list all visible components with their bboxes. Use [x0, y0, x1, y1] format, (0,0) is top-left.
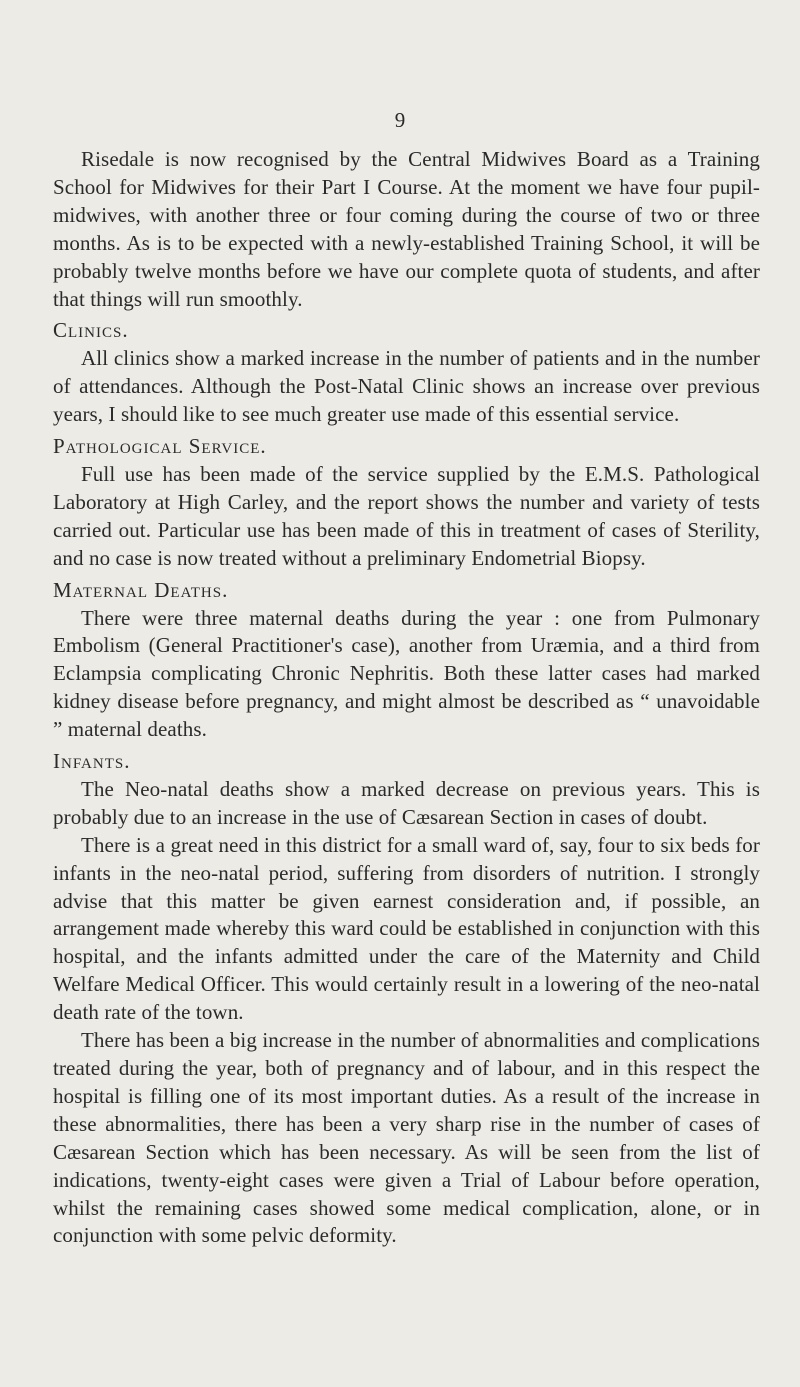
document-body: [53, 146, 760, 1250]
heading-pathological-service: Pathological Service.: [53, 434, 267, 459]
paragraph-infants-abnormalities: There has been a big increase in the number of abnormalities and complications treated during the year, both of pregnancy and of labour, and in this respect the hospital is filling one of its most important duties. As a result of the increase in these abnormalities, there has been a very sharp rise in the number of cases of Cæsarean Section which has been necessary. As will be seen from the list of indications, twenty-eight cases were given a Trial of Labour before operation, whilst the remaining cases showed some medical complication, alone, or in conjunction with some pelvic deformity.: [53, 1028, 760, 1248]
heading-maternal-deaths: Maternal Deaths.: [53, 577, 229, 602]
paragraph-maternal-deaths: There were three maternal deaths during the year : one from Pulmonary Embolism (General Practitioner's case), another from Uræmia, and a third from Eclampsia complicating Chronic Nephritis. Both these latter cases had marked kidney disease before pregnancy, and might almost be described as “ unavoidable ” maternal deaths.: [53, 605, 760, 742]
paragraph-training-school: Risedale is now recognised by the Central Midwives Board as a Training School for Midwives for their Part I Course. At the moment we have four pupil-midwives, with another three or four coming during the course of two or three months. As is to be expected with a newly-established Training School, it will be probably twelve months before we have our complete quota of students, and after that things will run smoothly.: [53, 147, 760, 311]
heading-clinics: Clinics.: [53, 318, 129, 343]
paragraph-pathological-service: Full use has been made of the service supplied by the E.M.S. Pathological Laboratory at High Carley, and the report shows the number and variety of tests carried out. Particular use has been made of this in treatment of cases of Sterility, and no case is now treated without a preliminary Endometrial Biopsy.: [53, 461, 760, 570]
paragraph-infants-ward: There is a great need in this district for a small ward of, say, four to six beds for infants in the neo-natal period, suffering from disorders of nutrition. I strongly advise that this matter be given earnest consideration and, if possible, an arrangement made whereby this ward could be established in conjunction with this hospital, and the infants admitted under the care of the Maternity and Child Welfare Medical Officer. This would certainly result in a lowering of the neo-natal death rate of the town.: [53, 832, 760, 1025]
paragraph-clinics: All clinics show a marked increase in the number of patients and in the number of attendances. Although the Post-Natal Clinic shows an increase over previous years, I should like to see much greater use made of this essential service.: [53, 346, 760, 427]
page-number: 9: [394, 108, 406, 132]
heading-infants: Infants.: [53, 749, 131, 774]
paragraph-infants-neonatal: The Neo-natal deaths show a marked decrease on previous years. This is probably due to an increase in the use of Cæsarean Section in cases of doubt.: [53, 776, 760, 829]
